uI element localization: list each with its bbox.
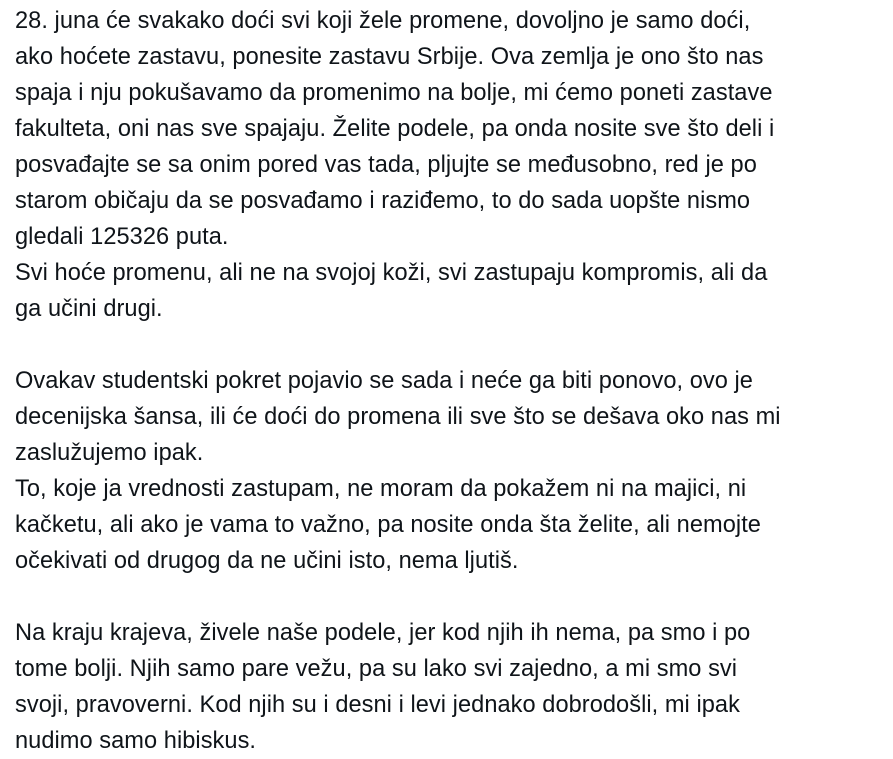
- text-line: nudimo samo hibiskus.: [15, 728, 257, 754]
- paragraph-3: [15, 363, 873, 471]
- text-line: gledali 125326 puta.: [15, 224, 229, 250]
- paragraph-2: [15, 255, 873, 327]
- text-line: ako hoćete zastavu, ponesite zastavu Srbije. Ova zemlja je ono što nas: [15, 44, 764, 70]
- text-line: fakulteta, oni nas sve spajaju. Želite podele, pa onda nosite sve što deli i: [15, 116, 775, 142]
- text-line: To, koje ja vrednosti zastupam, ne moram da pokažem ni na majici, ni: [15, 476, 747, 502]
- text-line: zaslužujemo ipak.: [15, 440, 204, 466]
- text-line: starom običaju da se posvađamo i raziđemo, to do sada uopšte nismo: [15, 188, 751, 214]
- text-line: Ovakav studentski pokret pojavio se sada i neće ga biti ponovo, ovo je: [15, 368, 753, 394]
- paragraph-5: [15, 615, 873, 759]
- text-line: ga učini drugi.: [15, 296, 163, 322]
- paragraph-4: [15, 471, 873, 579]
- paragraph-1: [15, 3, 873, 255]
- blank-line: [15, 579, 873, 615]
- text-line: Svi hoće promenu, ali ne na svojoj koži, svi zastupaju kompromis, ali da: [15, 260, 768, 286]
- text-line: 28. juna će svakako doći svi koji žele promene, dovoljno je samo doći,: [15, 8, 751, 34]
- text-line: svoji, pravoverni. Kod njih su i desni i levi jednako dobrodošli, mi ipak: [15, 692, 740, 718]
- text-line: tome bolji. Njih samo pare vežu, pa su lako svi zajedno, a mi smo svi: [15, 656, 738, 682]
- text-line: kačketu, ali ako je vama to važno, pa nosite onda šta želite, ali nemojte: [15, 512, 761, 538]
- text-line: spaja i nju pokušavamo da promenimo na bolje, mi ćemo poneti zastave: [15, 80, 773, 106]
- text-line: posvađajte se sa onim pored vas tada, pljujte se međusobno, red je po: [15, 152, 757, 178]
- text-line: Na kraju krajeva, živele naše podele, jer kod njih ih nema, pa smo i po: [15, 620, 751, 646]
- text-line: decenijska šansa, ili će doći do promena ili sve što se dešava oko nas mi: [15, 404, 781, 430]
- blank-line: [15, 327, 873, 363]
- text-line: očekivati od drugog da ne učini isto, nema ljutiš.: [15, 548, 519, 574]
